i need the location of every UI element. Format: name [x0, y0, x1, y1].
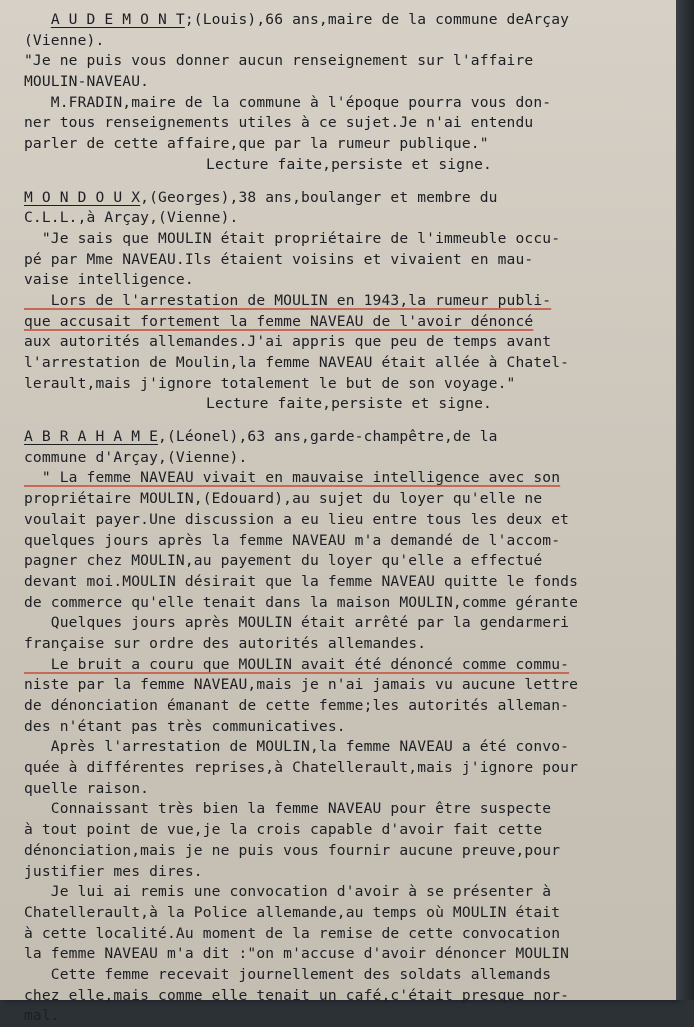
statement-line: " La femme NAVEAU vivait en mauvaise intelligence avec son — [24, 469, 561, 487]
statement-line: parler de cette affaire,que par la rumeur publique." — [24, 135, 489, 153]
witness-audemont — [24, 10, 674, 176]
closing-formula: Lecture faite,persiste et signe. — [206, 155, 492, 173]
statement-line: que accusait fortement la femme NAVEAU de l'avoir dénoncé — [24, 312, 534, 330]
statement-line: niste par la femme NAVEAU,mais je n'ai jamais vu aucune lettre — [24, 676, 579, 694]
statement-line: propriétaire MOULIN,(Edouard),au sujet du loyer qu'elle ne — [24, 490, 543, 508]
statement-line: lerault,mais j'ignore totalement le but de son voyage." — [24, 374, 516, 392]
witness-header-cont: (Vienne). — [24, 31, 105, 49]
witness-header-cont: C.L.L.,à Arçay,(Vienne). — [24, 209, 239, 227]
witness-header — [24, 188, 674, 209]
witness-details: ;(Louis),66 ans,maire de la commune deArçay — [184, 11, 570, 28]
witness-details: ,(Georges),38 ans,boulanger et membre du — [140, 188, 498, 206]
statement-line: "Je ne puis vous donner aucun renseignement sur l'affaire — [24, 52, 534, 70]
statement-line: pé par Mme NAVEAU.Ils étaient voisins et vivaient en mau- — [24, 250, 534, 268]
witness-header — [24, 10, 674, 31]
statement-line: mal. — [24, 1007, 60, 1025]
statement-line: devant moi.MOULIN désirait que la femme NAVEAU quitte le fonds — [24, 572, 579, 590]
statement-line: quelques jours après la femme NAVEAU m'a demandé de l'accom- — [24, 531, 561, 549]
witness-surname: M O N D O U X — [24, 188, 141, 206]
statement-line: aux autorités allemandes.J'ai appris que peu de temps avant — [24, 333, 552, 351]
statement-line: M.FRADIN,maire de la commune à l'époque pourra vous don- — [24, 93, 552, 111]
statement-line: MOULIN-NAVEAU. — [24, 73, 150, 91]
witness-details: ,(Léonel),63 ans,garde-champêtre,de la — [158, 428, 498, 446]
witness-header-cont: commune d'Arçay,(Vienne). — [24, 448, 248, 466]
witness-header — [24, 427, 674, 448]
statement-line: de commerce qu'elle tenait dans la maison MOULIN,comme gérante — [24, 593, 579, 611]
statement-line: Chatellerault,à la Police allemande,au temps où MOULIN était — [24, 903, 561, 921]
statement-line: française sur ordre des autorités allemandes. — [24, 634, 427, 652]
closing-formula: Lecture faite,persiste et signe. — [206, 395, 492, 413]
statement-line: dénonciation,mais je ne puis vous fournir aucune preuve,pour — [24, 841, 561, 859]
statement-line: voulait payer.Une discussion a eu lieu entre tous les deux et — [24, 510, 570, 528]
background-edge — [676, 0, 694, 1000]
statement-line: pagner chez MOULIN,au payement du loyer qu'elle a effectué — [24, 552, 543, 570]
witness-surname: A B R A H A M E — [24, 428, 159, 446]
statement-line: quelle raison. — [24, 779, 150, 797]
statement-line: "Je sais que MOULIN était propriétaire de l'immeuble occu- — [24, 229, 561, 247]
statement-line: Lors de l'arrestation de MOULIN en 1943,la rumeur publi- — [24, 291, 552, 309]
statement-line: la femme NAVEAU m'a dit :"on m'accuse d'avoir dénoncer MOULIN — [24, 945, 570, 963]
statement-line: Je lui ai remis une convocation d'avoir à se présenter à — [24, 883, 552, 901]
statement-line: chez elle,mais comme elle tenait un café,c'était presque nor- — [24, 986, 570, 1004]
statement-line: quée à différentes reprises,à Chatellerault,mais j'ignore pour — [24, 759, 579, 777]
witness-mondoux — [24, 188, 674, 416]
statement-line: à cette localité.Au moment de la remise de cette convocation — [24, 924, 561, 942]
statement-line: Le bruit a couru que MOULIN avait été dénoncé comme commu- — [24, 655, 570, 673]
statement-line: Cette femme recevait journellement des soldats allemands — [24, 965, 552, 983]
statement-line: des n'étant pas très communicatives. — [24, 717, 346, 735]
statement-line: ner tous renseignements utiles à ce sujet.Je n'ai entendu — [24, 114, 534, 132]
typewritten-text — [24, 10, 674, 1027]
statement-line: l'arrestation de Moulin,la femme NAVEAU était allée à Chatel- — [24, 354, 570, 371]
statement-line: Après l'arrestation de MOULIN,la femme NAVEAU a été convo- — [24, 738, 570, 756]
witness-abrahame — [24, 427, 674, 1027]
statement-line: vaise intelligence. — [24, 271, 194, 289]
statement-line: Quelques jours après MOULIN était arrêté par la gendarmeri — [24, 614, 570, 632]
statement-line: justifier mes dires. — [24, 862, 203, 880]
statement-line: Connaissant très bien la femme NAVEAU pour être suspecte — [24, 800, 552, 818]
statement-line: de dénonciation émanant de cette femme;les autorités alleman- — [24, 697, 570, 714]
witness-surname: A U D E M O N T — [50, 11, 185, 28]
statement-line: à tout point de vue,je la crois capable d'avoir fait cette — [24, 821, 543, 839]
